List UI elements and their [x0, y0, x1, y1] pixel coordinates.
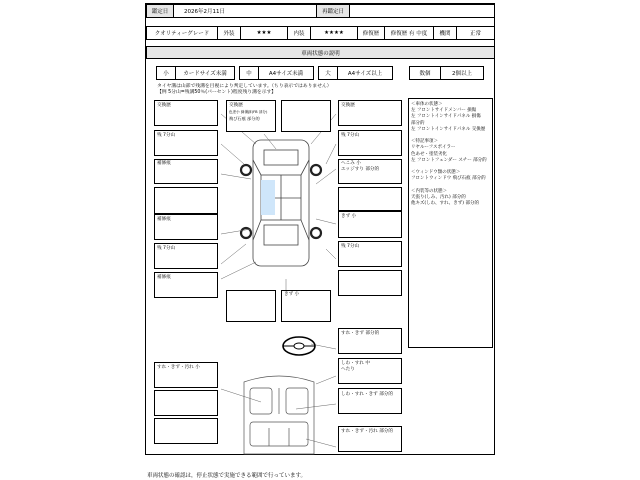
interior-label-right-2-sub: へたり	[341, 367, 355, 372]
note-line: 他キズ(しわ、すれ、きず) 部分的	[411, 201, 479, 207]
section-title: 車両状態の説明	[146, 46, 495, 59]
note-line: ＜内装等の状態＞	[411, 188, 447, 194]
damage-label-left-1: 交換歴	[157, 103, 171, 108]
damage-label-top-center-1: 交換歴	[229, 103, 243, 108]
interior-label-right-4: すれ・きず・汚れ 部分的	[341, 429, 393, 434]
tire-note-1: タイヤ溝は山部で残溝を目視により判定しています。（ちり表示ではありません）	[157, 84, 332, 89]
footer-note: 車両状態の確認は，停止状態で実施できる範囲で行っています。	[147, 473, 307, 479]
interior-car-diagram	[234, 370, 324, 456]
count-label: 数個	[409, 66, 441, 80]
note-line: フロントウィンドウ 飛び石痕 部分的	[411, 176, 486, 182]
damage-label-left-3: 補修痕	[157, 161, 171, 166]
appraisal-sheet	[145, 3, 495, 455]
legend-small: 小	[156, 66, 176, 80]
legend-medium-desc: A4サイズ未満	[258, 66, 314, 80]
inspection-date-label: 鑑定日	[146, 4, 174, 18]
damage-label-right-3-sub: エッジすり 部分的	[341, 167, 380, 172]
reinspection-date-label: 再鑑定日	[316, 4, 350, 18]
interior-label-right-1: すれ・きず 部分的	[341, 331, 380, 336]
legend-medium: 中	[239, 66, 259, 80]
exterior-label: 外装	[217, 26, 241, 40]
damage-label-right-5: きず 小	[341, 214, 357, 219]
damage-label-bottom-center: きず 小	[284, 292, 300, 297]
note-line: 左 フロントフェンダー スチー 部分的	[411, 157, 487, 163]
interior-label-left-1: すれ・きず・汚れ 小	[157, 365, 200, 370]
repair-history-value: 修復歴 有 中度	[384, 26, 434, 40]
interior-label-right-3: しわ・すれ・きず 部分的	[341, 392, 393, 397]
repair-history-label: 修復歴	[357, 26, 385, 40]
exterior-value: ★★★	[240, 26, 288, 40]
interior-box-left-2	[154, 390, 218, 416]
steering-wheel-icon	[281, 334, 317, 358]
note-line: 左 フロントサイドメンバー 損傷	[411, 108, 477, 114]
note-line: リヤルーフスポイラー	[411, 145, 456, 151]
damage-box-top-center-2	[281, 100, 331, 132]
notes-box	[408, 98, 493, 348]
damage-label-top-center-1-sub: 色差小 線傷跡(FB 部分)	[229, 110, 268, 114]
note-line: ＜車体の状態＞	[411, 102, 443, 107]
count-value: 2個以上	[440, 66, 484, 80]
notes-list	[411, 102, 487, 207]
quality-grade-label: クオリティーグレード	[146, 26, 218, 40]
legend-large: 大	[318, 66, 338, 80]
function-value: 正常	[456, 26, 495, 40]
interior-box-left-3	[154, 418, 218, 444]
damage-label-left-5: 補修痕	[157, 217, 171, 222]
interior-label: 内装	[287, 26, 311, 40]
damage-box-left-4	[154, 187, 218, 214]
note-line: 色あせ・塗装劣化	[411, 151, 447, 157]
damage-label-left-2: 残 7分山	[157, 133, 176, 138]
note-line: 部分的	[411, 120, 425, 126]
legend-small-desc: カードサイズ未満	[175, 66, 235, 80]
interior-label-right-2: しわ・すれ 中	[341, 361, 371, 366]
damage-label-right-3: へこみ 小	[341, 161, 361, 166]
damage-box-right-4	[338, 187, 402, 211]
legend-large-desc: A4サイズ以上	[337, 66, 393, 80]
damage-label-right-1: 交換歴	[341, 103, 355, 108]
tire-note-2: 【例 5分山=残溝50％(パーセント)程度残り溝を示す】	[157, 90, 277, 95]
damage-box-bottom-center-1	[226, 290, 276, 322]
damage-label-left-7: 補修痕	[157, 275, 171, 280]
note-line: ＜特記事項＞	[411, 139, 438, 145]
inspection-date-value: 2026年2月11日	[173, 4, 317, 18]
damage-label-top-center-1-sub2: 飛び石痕 部分的	[229, 116, 260, 121]
damage-label-left-6: 残 7分山	[157, 246, 176, 251]
note-line: ＜ウィンドウ類の状態＞	[411, 170, 461, 176]
interior-value: ★★★★	[310, 26, 358, 40]
damage-label-right-2: 残 7分山	[341, 133, 360, 138]
note-line: 左 フロントインサイドパネル 交換歴	[411, 126, 486, 132]
note-line: 天張り(しみ、汚れ) 部分的	[411, 195, 466, 201]
note-line: 左 フロントインサイドパネル 損傷	[411, 114, 481, 120]
damage-label-right-6: 残 7分山	[341, 244, 360, 249]
damage-box-right-7	[338, 270, 402, 296]
function-label: 機関	[433, 26, 457, 40]
